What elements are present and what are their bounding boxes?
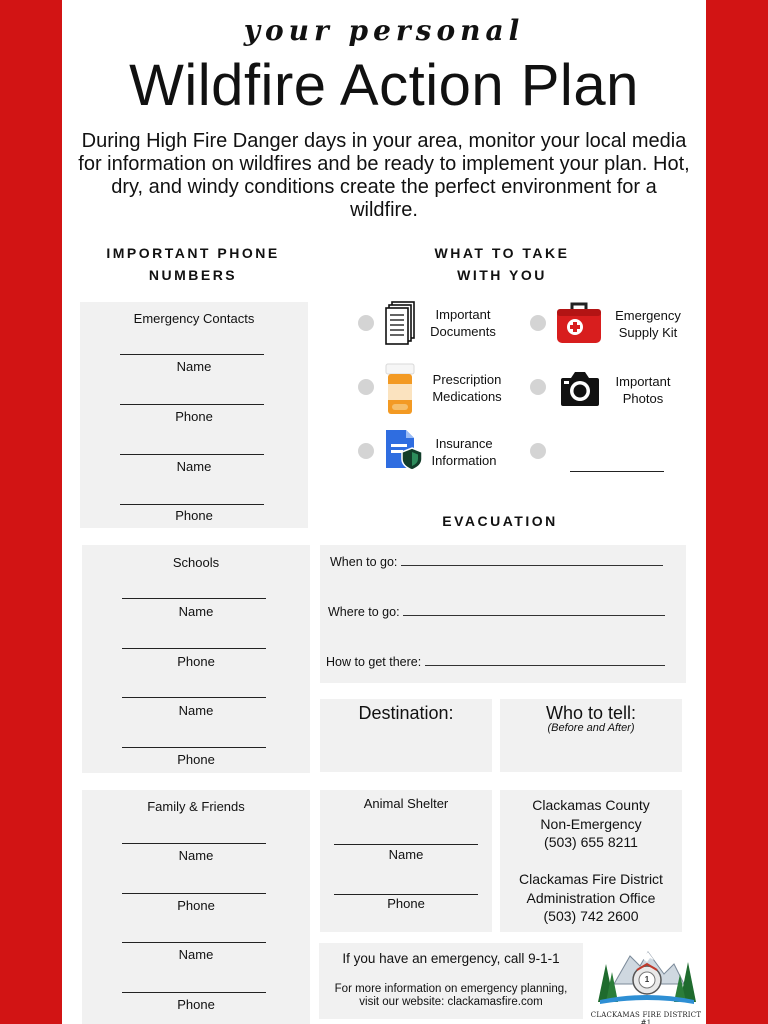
when-to-go-row	[330, 555, 663, 569]
label-line: Important	[435, 307, 491, 322]
destination-label: Destination:	[358, 703, 454, 723]
blank-label: Name	[178, 947, 214, 962]
blank-label: Name	[176, 359, 212, 374]
checkbox-circle[interactable]	[358, 379, 374, 395]
emergency-call-text: If you have an emergency, call 9-1-1	[342, 951, 560, 966]
blank-line[interactable]	[120, 404, 264, 405]
logo-caption: CLACKAMAS FIRE DISTRICT #1	[590, 1011, 702, 1024]
pill-bottle-icon	[384, 362, 416, 416]
blank-label: Name	[178, 703, 214, 718]
subtitle: your personal	[243, 14, 525, 47]
blank-label: Phone	[175, 508, 213, 523]
blank-line[interactable]	[122, 648, 266, 649]
district-phone: (503) 742 2600	[543, 908, 639, 924]
blank-label: Name	[178, 604, 214, 619]
take-item-label	[603, 307, 693, 341]
phone-heading-line1: IMPORTANT PHONE	[106, 245, 280, 261]
custom-item-blank[interactable]	[570, 471, 664, 472]
when-to-go-field[interactable]	[401, 555, 663, 566]
who-to-tell-label: Who to tell:	[545, 703, 637, 723]
blank-line[interactable]	[122, 747, 266, 748]
blank-label: Phone	[177, 997, 215, 1012]
box-title: Family & Friends	[147, 799, 245, 814]
label-line: Insurance	[435, 436, 493, 451]
first-aid-kit-icon	[555, 301, 603, 345]
blank-label: Phone	[177, 654, 215, 669]
camera-icon	[559, 367, 601, 409]
intro-text: During High Fire Danger days in your area, monitor your local media for information on wildfires and be ready to implement your plan. Hot, dry, and windy conditions create the perfect environment for a wildfire.	[78, 130, 690, 221]
family-friends-box	[82, 790, 310, 1024]
box-title: Emergency Contacts	[133, 311, 255, 326]
insurance-document-icon	[384, 428, 424, 472]
blank-line[interactable]	[122, 893, 266, 894]
blank-line[interactable]	[120, 354, 264, 355]
blank-label: Name	[176, 459, 212, 474]
checkbox-circle[interactable]	[530, 379, 546, 395]
district-office: Administration Office	[526, 889, 656, 906]
blank-line[interactable]	[334, 844, 478, 845]
evacuation-heading: EVACUATION	[442, 513, 558, 529]
take-item-label	[419, 435, 509, 469]
box-title: Schools	[172, 555, 220, 570]
where-to-go-row	[328, 605, 665, 619]
blank-line[interactable]	[334, 894, 478, 895]
county-type: Non-Emergency	[540, 815, 642, 832]
who-to-tell-box	[500, 699, 682, 772]
blank-label: Phone	[177, 898, 215, 913]
phone-heading-line2: NUMBERS	[148, 267, 238, 283]
where-to-go-field[interactable]	[403, 605, 665, 616]
take-item-label	[418, 371, 516, 405]
how-to-get-there-field[interactable]	[425, 655, 665, 666]
website-line: visit our website: clackamasfire.com	[359, 996, 543, 1008]
take-item-label	[418, 306, 508, 340]
how-to-get-there-row	[326, 655, 665, 669]
phone-numbers-heading	[82, 242, 304, 286]
label-line: Photos	[622, 391, 664, 406]
blank-label: Phone	[177, 752, 215, 767]
logo-badge-number: 1	[644, 975, 650, 984]
label-line: Emergency	[615, 308, 681, 323]
blank-label: Name	[178, 848, 214, 863]
what-to-take-heading	[392, 242, 612, 286]
blank-label: Phone	[175, 409, 213, 424]
blank-label: Phone	[387, 896, 425, 911]
evacuation-box	[320, 545, 686, 683]
how-to-get-there-label: How to get there:	[326, 655, 422, 669]
take-heading-line2: WITH YOU	[457, 267, 547, 283]
county-phone: (503) 655 8211	[544, 834, 638, 850]
blank-line[interactable]	[122, 598, 266, 599]
who-to-tell-note: (Before and After)	[547, 722, 635, 734]
schools-box	[82, 545, 310, 773]
where-to-go-label: Where to go:	[328, 605, 400, 619]
blank-label: Name	[388, 847, 424, 862]
label-line: Information	[431, 453, 497, 468]
more-info-line: For more information on emergency planning,	[334, 983, 568, 995]
label-line: Medications	[432, 389, 502, 404]
page-title: Wildfire Action Plan	[129, 53, 639, 118]
take-heading-line1: WHAT TO TAKE	[434, 245, 570, 261]
district-name: Clackamas Fire District	[519, 871, 663, 887]
emergency-info-box	[319, 943, 583, 1019]
checkbox-circle[interactable]	[358, 315, 374, 331]
checkbox-circle[interactable]	[358, 443, 374, 459]
more-info-text	[319, 983, 583, 1009]
action-plan-page	[62, 0, 706, 1024]
animal-shelter-box	[320, 790, 492, 932]
when-to-go-label: When to go:	[330, 555, 398, 569]
county-contact	[500, 796, 682, 852]
county-name: Clackamas County	[532, 797, 650, 813]
district-contact	[500, 870, 682, 926]
blank-line[interactable]	[120, 504, 264, 505]
contacts-box	[500, 790, 682, 932]
label-line: Prescription	[432, 372, 502, 387]
destination-box	[320, 699, 492, 772]
label-line: Documents	[430, 324, 496, 339]
blank-line[interactable]	[122, 843, 266, 844]
checkbox-circle[interactable]	[530, 315, 546, 331]
take-item-label	[598, 373, 688, 407]
blank-line[interactable]	[120, 454, 264, 455]
documents-icon	[384, 301, 416, 345]
blank-line[interactable]	[122, 992, 266, 993]
checkbox-circle[interactable]	[530, 443, 546, 459]
blank-line[interactable]	[122, 697, 266, 698]
animal-shelter-title: Animal Shelter	[363, 796, 449, 811]
blank-line[interactable]	[122, 942, 266, 943]
label-line: Important	[615, 374, 671, 389]
emergency-contacts-box	[80, 302, 308, 528]
label-line: Supply Kit	[618, 325, 678, 340]
